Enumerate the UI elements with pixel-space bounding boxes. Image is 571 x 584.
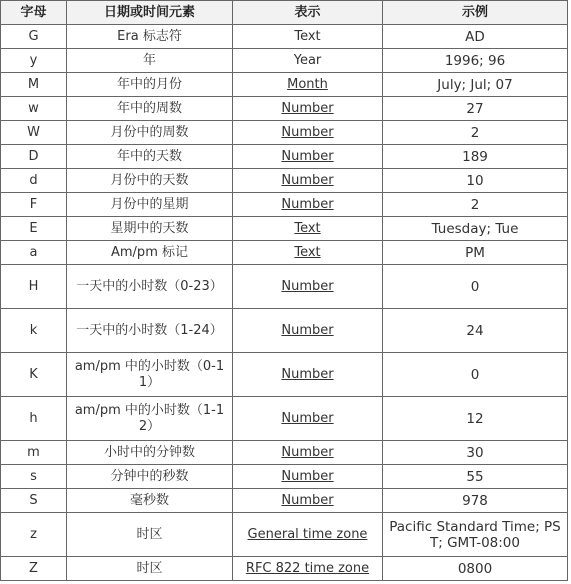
pattern-letter: h	[1, 397, 67, 441]
pattern-letter: a	[1, 241, 67, 265]
pattern-letter: m	[1, 441, 67, 465]
presentation-cell	[233, 121, 383, 145]
header-element: 日期或时间元素	[67, 1, 233, 25]
presentation-link[interactable]: Number	[281, 148, 334, 164]
date-time-element: 毫秒数	[67, 489, 233, 513]
presentation-link[interactable]: Number	[281, 410, 334, 426]
date-time-element: 一天中的小时数（0-23）	[67, 265, 233, 309]
example-value: PM	[383, 241, 568, 265]
table-row	[1, 465, 568, 489]
date-time-element: 年中的天数	[67, 145, 233, 169]
presentation-link[interactable]: Number	[281, 444, 334, 460]
pattern-letter: s	[1, 465, 67, 489]
presentation-link[interactable]: Text	[294, 220, 321, 236]
example-value: Pacific Standard Time; PST; GMT-08:00	[383, 513, 568, 557]
table-row	[1, 397, 568, 441]
pattern-letter: z	[1, 513, 67, 557]
table-row	[1, 25, 568, 49]
date-time-element: am/pm 中的小时数（0-11）	[67, 353, 233, 397]
table-row	[1, 217, 568, 241]
pattern-letter: S	[1, 489, 67, 513]
example-value: 30	[383, 441, 568, 465]
presentation-cell	[233, 265, 383, 309]
table-row	[1, 169, 568, 193]
pattern-letter: w	[1, 97, 67, 121]
presentation-cell	[233, 557, 383, 581]
pattern-letter: D	[1, 145, 67, 169]
pattern-letter: F	[1, 193, 67, 217]
date-time-element: 小时中的分钟数	[67, 441, 233, 465]
pattern-letter: H	[1, 265, 67, 309]
header-letter: 字母	[1, 1, 67, 25]
presentation-cell	[233, 145, 383, 169]
presentation-cell	[233, 97, 383, 121]
pattern-letter: Z	[1, 557, 67, 581]
table-row	[1, 145, 568, 169]
table-row	[1, 557, 568, 581]
example-value: 24	[383, 309, 568, 353]
presentation-cell	[233, 397, 383, 441]
presentation-link[interactable]: Number	[281, 366, 334, 382]
date-time-element: 月份中的周数	[67, 121, 233, 145]
presentation-cell	[233, 169, 383, 193]
table-row	[1, 73, 568, 97]
presentation-cell	[233, 353, 383, 397]
example-value: 55	[383, 465, 568, 489]
presentation-link[interactable]: Month	[287, 76, 328, 92]
example-value: 0	[383, 265, 568, 309]
presentation-cell	[233, 309, 383, 353]
presentation-cell	[233, 489, 383, 513]
example-value: 27	[383, 97, 568, 121]
header-row	[1, 1, 568, 25]
example-value: Tuesday; Tue	[383, 217, 568, 241]
presentation-link[interactable]: Number	[281, 100, 334, 116]
pattern-letter: y	[1, 49, 67, 73]
example-value: 10	[383, 169, 568, 193]
date-time-element: 时区	[67, 557, 233, 581]
presentation-link[interactable]: Number	[281, 196, 334, 212]
example-value: 978	[383, 489, 568, 513]
header-presentation: 表示	[233, 1, 383, 25]
header-examples: 示例	[383, 1, 568, 25]
presentation-link[interactable]: Text	[294, 244, 321, 260]
pattern-letter: W	[1, 121, 67, 145]
table-row	[1, 121, 568, 145]
example-value: 0800	[383, 557, 568, 581]
example-value: 2	[383, 121, 568, 145]
presentation-text: Year	[293, 52, 322, 68]
pattern-letter: k	[1, 309, 67, 353]
date-time-element: 分钟中的秒数	[67, 465, 233, 489]
pattern-letter: d	[1, 169, 67, 193]
date-time-element: 月份中的星期	[67, 193, 233, 217]
presentation-link[interactable]: Number	[281, 468, 334, 484]
date-time-element: 一天中的小时数（1-24）	[67, 309, 233, 353]
presentation-cell	[233, 465, 383, 489]
table-row	[1, 489, 568, 513]
table-row	[1, 309, 568, 353]
presentation-link[interactable]: RFC 822 time zone	[245, 560, 370, 576]
example-value: July; Jul; 07	[383, 73, 568, 97]
table-row	[1, 441, 568, 465]
presentation-link[interactable]: Number	[281, 124, 334, 140]
pattern-letter: G	[1, 25, 67, 49]
table-row	[1, 513, 568, 557]
table-row	[1, 97, 568, 121]
table-row	[1, 241, 568, 265]
table-row	[1, 193, 568, 217]
presentation-cell	[233, 441, 383, 465]
presentation-cell	[233, 49, 383, 73]
presentation-cell	[233, 513, 383, 557]
example-value: 0	[383, 353, 568, 397]
presentation-cell	[233, 25, 383, 49]
table-row	[1, 265, 568, 309]
presentation-cell	[233, 73, 383, 97]
presentation-cell	[233, 217, 383, 241]
date-time-element: 年	[67, 49, 233, 73]
example-value: 189	[383, 145, 568, 169]
table-row	[1, 353, 568, 397]
table-row	[1, 49, 568, 73]
presentation-cell	[233, 241, 383, 265]
date-time-element: Era 标志符	[67, 25, 233, 49]
presentation-link[interactable]: Number	[281, 278, 334, 294]
date-time-element: 时区	[67, 513, 233, 557]
example-value: 1996; 96	[383, 49, 568, 73]
example-value: AD	[383, 25, 568, 49]
presentation-cell	[233, 193, 383, 217]
date-time-element: Am/pm 标记	[67, 241, 233, 265]
pattern-letter: K	[1, 353, 67, 397]
example-value: 12	[383, 397, 568, 441]
presentation-text: Text	[294, 28, 321, 44]
presentation-link[interactable]: Number	[281, 172, 334, 188]
date-time-element: 月份中的天数	[67, 169, 233, 193]
date-time-element: 星期中的天数	[67, 217, 233, 241]
date-time-element: am/pm 中的小时数（1-12）	[67, 397, 233, 441]
example-value: 2	[383, 193, 568, 217]
pattern-letter: M	[1, 73, 67, 97]
pattern-letter: E	[1, 217, 67, 241]
presentation-link[interactable]: General time zone	[247, 526, 368, 542]
presentation-link[interactable]: Number	[281, 492, 334, 508]
date-time-element: 年中的周数	[67, 97, 233, 121]
table-body	[1, 25, 568, 581]
date-time-element: 年中的月份	[67, 73, 233, 97]
presentation-link[interactable]: Number	[281, 322, 334, 338]
